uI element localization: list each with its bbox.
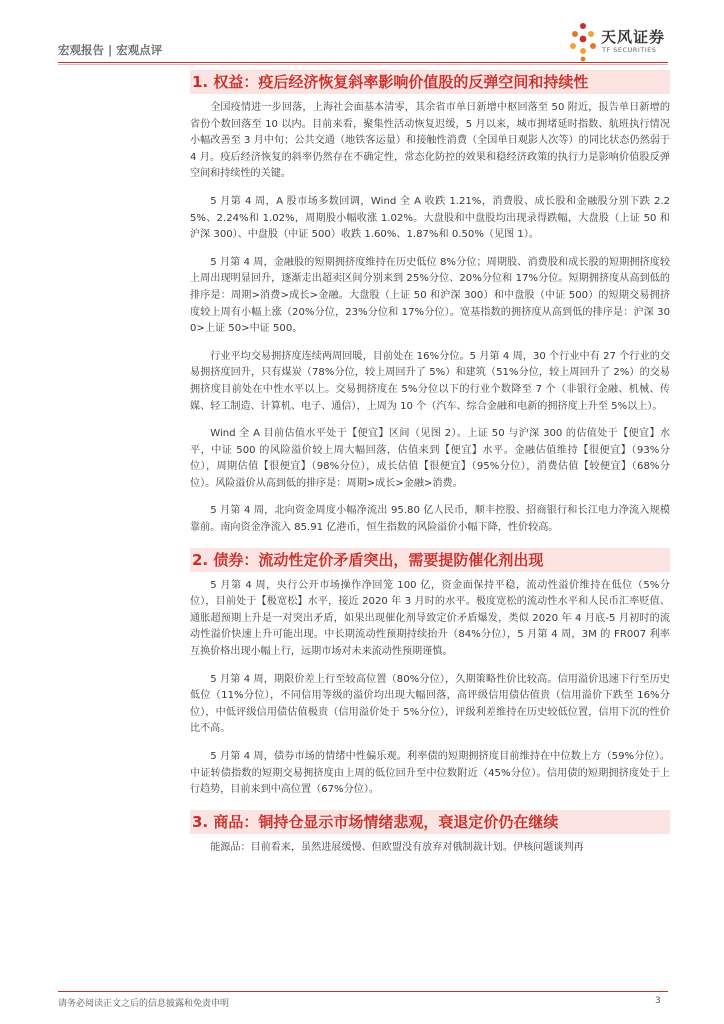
paragraph: 5 月第 4 周，A 股市场多数回调，Wind 全 A 收跌 1.21%，消费股、成长股和金融股分别下跌 2.25%、2.24%和 1.02%，周期股小幅收涨 1.02%。大盘股和中盘股均出现录得跌幅，大盘股（上证 50 和沪深 300）、中盘股（中证 500）收跌 1.60%、1.87%和 0.50%（见图 1）。 [190, 195, 670, 241]
paragraph: 5 月第 4 周，债券市场的情绪中性偏乐观。利率债的短期拥挤度目前维持在中位数上方（59%分位）。中证转债指数的短期交易拥挤度由上周的低位回升至中位数附近（45%分位）。信用债的短期拥挤度处于上行趋势，目前来到中高位置（67%分位）。 [190, 751, 670, 796]
paragraph: 5 月第 4 周，北向资金周度小幅净流出 95.80 亿人民币，顺丰控股、招商银行和长江电力净流入规模靠前。南向资金净流入 85.91 亿港币，恒生指数的风险溢价小幅下降，性价较高。 [190, 505, 670, 534]
header-divider-secondary [58, 64, 668, 65]
paragraph: Wind 全 A 目前估值水平处于【便宜】区间（见图 2）。上证 50 与沪深 300 的估值处于【便宜】水平，中证 500 的风险溢价较上周大幅回落，估值来到【便宜】水平。金融估值维持【很便宜】（93%分位），周期估值【很便宜】（98%分位），成长估值【很便宜】（95%分位），消费估值【较便宜】（68%分位）。风险溢价从高到低的排序是：周期>成长>金融>消费。 [190, 428, 670, 489]
company-logo [568, 22, 680, 66]
paragraph: 5 月第 4 周，金融股的短期拥挤度维持在历史低位 8%分位；周期股、消费股和成长股的短期拥挤度较上周出现明显回升，逐渐走出超卖区间分别来到 25%分位、20%分位和 17%分位。短期拥挤度从高到低的排序是：周期>消费>成长>金融。大盘股（上证 50 和沪深 300）和中盘股（中证 500）的短期交易拥挤度较上周有小幅上涨（20%分位，23%分位和 17%分位）。宽基指数的拥挤度从高到低的排序是：沪深 300>上证 50>中证 500。 [190, 256, 670, 335]
report-type-label: 宏观报告 | 宏观点评 [58, 43, 163, 57]
paragraph: 能源品：目前看来，虽然进展缓慢、但欧盟没有放弃对俄制裁计划。伊核问题谈判再 [210, 841, 584, 853]
footer-disclaimer: 请务必阅读正文之后的信息披露和免责申明 [58, 999, 230, 1009]
header-divider [58, 62, 668, 63]
paragraph: 全国疫情进一步回落，上海社会面基本清零，其余省市单日新增中枢回落至 50 附近，报告单日新增的省份个数回落至 10 以内。目前来看，聚集性活动恢复迟缓，5 月以来，城市拥堵延时指数、航班执行情况小幅改善至 3 月中旬；公共交通（地铁客运量）和接触性消费（全国单日观影人次等）的同比状态仍然弱于 4 月。疫后经济恢复的斜率仍然存在不确定性，常态化防控的效果和稳经济政策的执行力是影响价值股反弹空间和持续性的关键。 [190, 102, 670, 180]
footer-divider [58, 991, 668, 992]
paragraph: 行业平均交易拥挤度连续两周回暖，目前处在 16%分位。5 月第 4 周，30 个行业中有 27 个行业的交易拥挤度回升，只有煤炭（78%分位，较上周回升了 5%）和建筑（51%分位，较上周回升了 2%）的交易拥挤度目前处在中性水平以上。交易拥挤度在 5%分位以下的行业个数降至 7 个（非银行金融、机械、传媒、轻工制造、计算机、电子、通信），上周为 10 个（汽车、综合金融和电新的拥挤度上升至 5%以上）。 [190, 350, 670, 412]
page-number: 3 [655, 996, 661, 1006]
logo-english-name: TF SECURITIES [602, 46, 657, 54]
paragraph: 5 月第 4 周，期限价差上行至较高位置（80%分位），久期策略性价比较高。信用溢价迅速下行至历史低位（11%分位），不同信用等级的溢价均出现大幅回落，高评级信用债估值贵（信用溢价下跌至 16%分位），中低评级信用债估值极贵（信用溢价处于 5%分位），评级利差维持在历史较低位置，信用下沉的性价比不高。 [190, 673, 670, 735]
section-heading-commodities: 3. 商品：铜持仓显示市场情绪悲观，衰退定价仍在继续 [190, 810, 670, 834]
section-heading-bonds: 2. 债券：流动性定价矛盾突出，需要提防催化剂出现 [190, 548, 670, 572]
tf-logo-icon [568, 22, 598, 62]
paragraph: 5 月第 4 周，央行公开市场操作净回笼 100 亿，资金面保持平稳，流动性溢价维持在低位（5%分位），目前处于【极宽松】水平，接近 2020 年 3 月时的水平。极度宽松的流动性水平和人民币汇率贬值、通胀超预期上升是一对突出矛盾，如果出现催化剂导致定价矛盾爆发，类似 2020 年 4 月底-5 月初时的流动性溢价快速上升可能出现。中长期流动性预期持续抬升（84%分位），5 月第 4 周，3M 的 FR007 利率互换价格出现小幅上行，远期市场对未来流动性预期谨慎。 [190, 579, 670, 658]
report-body [190, 70, 670, 867]
logo-chinese-name: 天风证券 [601, 28, 666, 46]
section-heading-equity: 1. 权益：疫后经济恢复斜率影响价值股的反弹空间和持续性 [190, 70, 670, 94]
